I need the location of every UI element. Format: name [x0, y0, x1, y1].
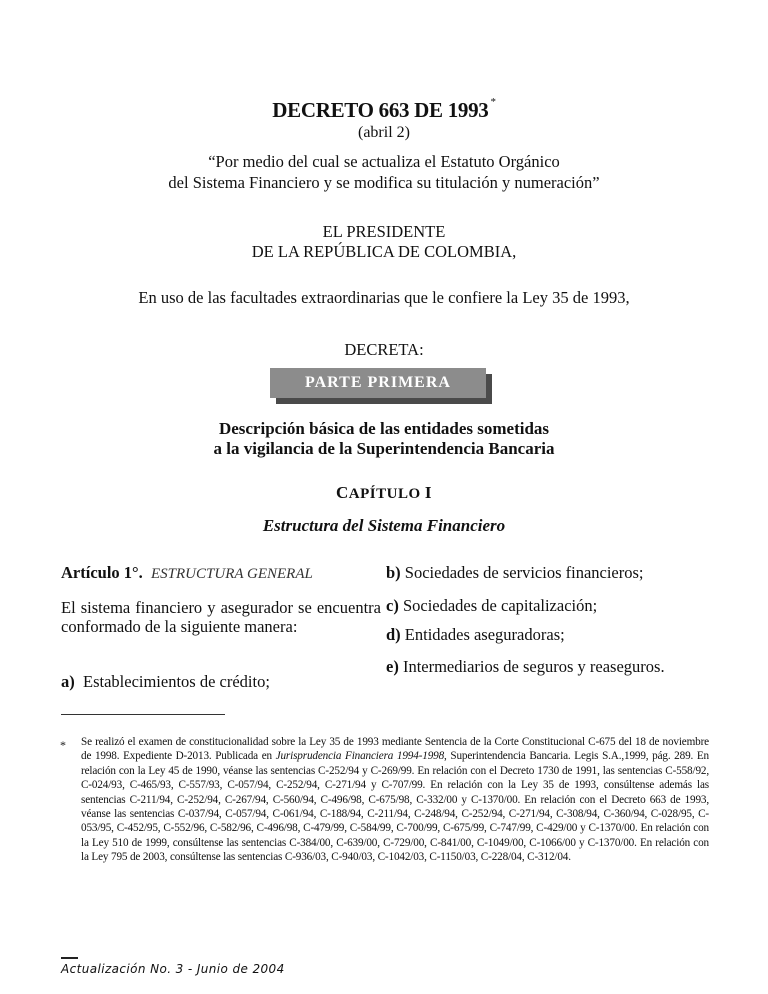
decreta-heading: DECRETA: [344, 340, 424, 359]
purpose-line-2: del Sistema Financiero y se modifica su titulación y numeración” [168, 173, 600, 192]
list-item-label: e) [386, 657, 399, 676]
part-banner-box [270, 368, 486, 398]
list-item-text: Sociedades de capitalización; [402, 596, 598, 615]
list-item [386, 596, 708, 615]
article-number: Artículo 1°. [61, 563, 143, 582]
page-footer: Actualización No. 3 - Junio de 2004 [61, 962, 285, 976]
article-heading-text: ESTRUCTURA GENERAL [151, 566, 313, 582]
decree-purpose [0, 151, 768, 193]
article-heading [61, 563, 381, 584]
decree-title-text: DECRETO 663 DE 1993 [272, 98, 489, 122]
powers-clause: En uso de las facultades extraordinarias que le confiere la Ley 35 de 1993, [138, 288, 630, 307]
chapter-title: Estructura del Sistema Financiero [262, 516, 506, 535]
list-item [386, 563, 708, 582]
list-item-text: Entidades aseguradoras; [404, 625, 565, 644]
list-item-text: Intermediarios de seguros y reaseguros. [402, 657, 665, 676]
footnote-divider [61, 714, 225, 715]
article-body: El sistema financiero y asegurador se encuentra conformado de la siguiente manera: [61, 598, 381, 636]
footnote-text [81, 735, 709, 865]
footnote-mark: * [60, 738, 66, 752]
list-item [386, 625, 708, 644]
decree-title [0, 98, 768, 123]
part-title [0, 419, 768, 459]
footnote-publication-title: Jurisprudencia Financiera 1994-1998 [275, 750, 445, 763]
chapter-label: APÍTULO [348, 486, 421, 502]
list-item-label: d) [386, 625, 401, 644]
issuer-line-2: DE LA REPÚBLICA DE COLOMBIA, [251, 242, 517, 261]
part-title-line-2: a la vigilancia de la Superintendencia Bancaria [213, 439, 555, 458]
footnote-text-part-1: Se realizó el examen de constitucionalidad sobre la Ley 35 de 1993 mediante Sentencia de la Corte Constitucional C-675 del 18 de noviembre de 1998. Expediente D-2013. Publicada en [81, 736, 709, 763]
part-title-line-1: Descripción básica de las entidades sometidas [218, 419, 550, 438]
issuer-heading [0, 222, 768, 262]
list-item-label: c) [386, 596, 399, 615]
footer-divider [61, 957, 78, 959]
list-item-label: a) [61, 672, 75, 691]
chapter-initial: C [336, 483, 349, 502]
chapter-heading [0, 483, 768, 503]
chapter-number: I [424, 483, 432, 502]
list-item [386, 657, 708, 676]
issuer-line-1: EL PRESIDENTE [322, 222, 446, 241]
purpose-line-1: “Por medio del cual se actualiza el Estatuto Orgánico [208, 152, 560, 171]
list-item-label: b) [386, 563, 401, 582]
list-item-text: Establecimientos de crédito; [83, 672, 270, 691]
footnote-reference-mark[interactable]: * [490, 96, 496, 108]
footnote-text-part-2: , Superintendencia Bancaria. Legis S.A.,1999, pág. 289. En relación con la Ley 45 de 1990, véanse las sentencias C-252/94 y C-269/99. En relación con el Decreto 1730 de 1991, las sentencias C-558/92, C-024/93, C-465/93, C-557/93, C-057/94, C-252/94, C-271/94 y C-707/99. En relación con la Ley 35 de 1993, consúltense además las sentencias C-211/94, C-252/94, C-267/94, C-560/94, C-496/98, C-675/98, C-332/00 y C-1370/00. En relación con el Decreto 663 de 1993, véanse las sentencias C-037/94, C-057/94, C-061/94, C-188/94, C-211/94, C-248/94, C-252/94, C-271/94, C-308/94, C-360/94, C-028/95, C-053/95, C-452/95, C-552/96, C-582/96, C-496/98, C-479/99, C-584/99, C-700/99, C-675/99, C-747/99, C-429/00 y C-1370/00. En relación con la Ley 510 de 1999, consúltense las sentencias C-384/00, C-639/00, C-729/00, C-841/00, C-1049/00, C-1066/00 y C-1370/00. En relación con la Ley 795 de 2003, consúltense las sentencias C-936/03, C-940/03, C-1042/03, C-1150/03, C-228/04, C-312/04. [81, 750, 709, 864]
list-item [61, 672, 381, 691]
decree-date: (abril 2) [358, 124, 410, 141]
part-label: PARTE PRIMERA [305, 374, 451, 391]
part-banner [270, 368, 494, 406]
list-item-text: Sociedades de servicios financieros; [404, 563, 644, 582]
